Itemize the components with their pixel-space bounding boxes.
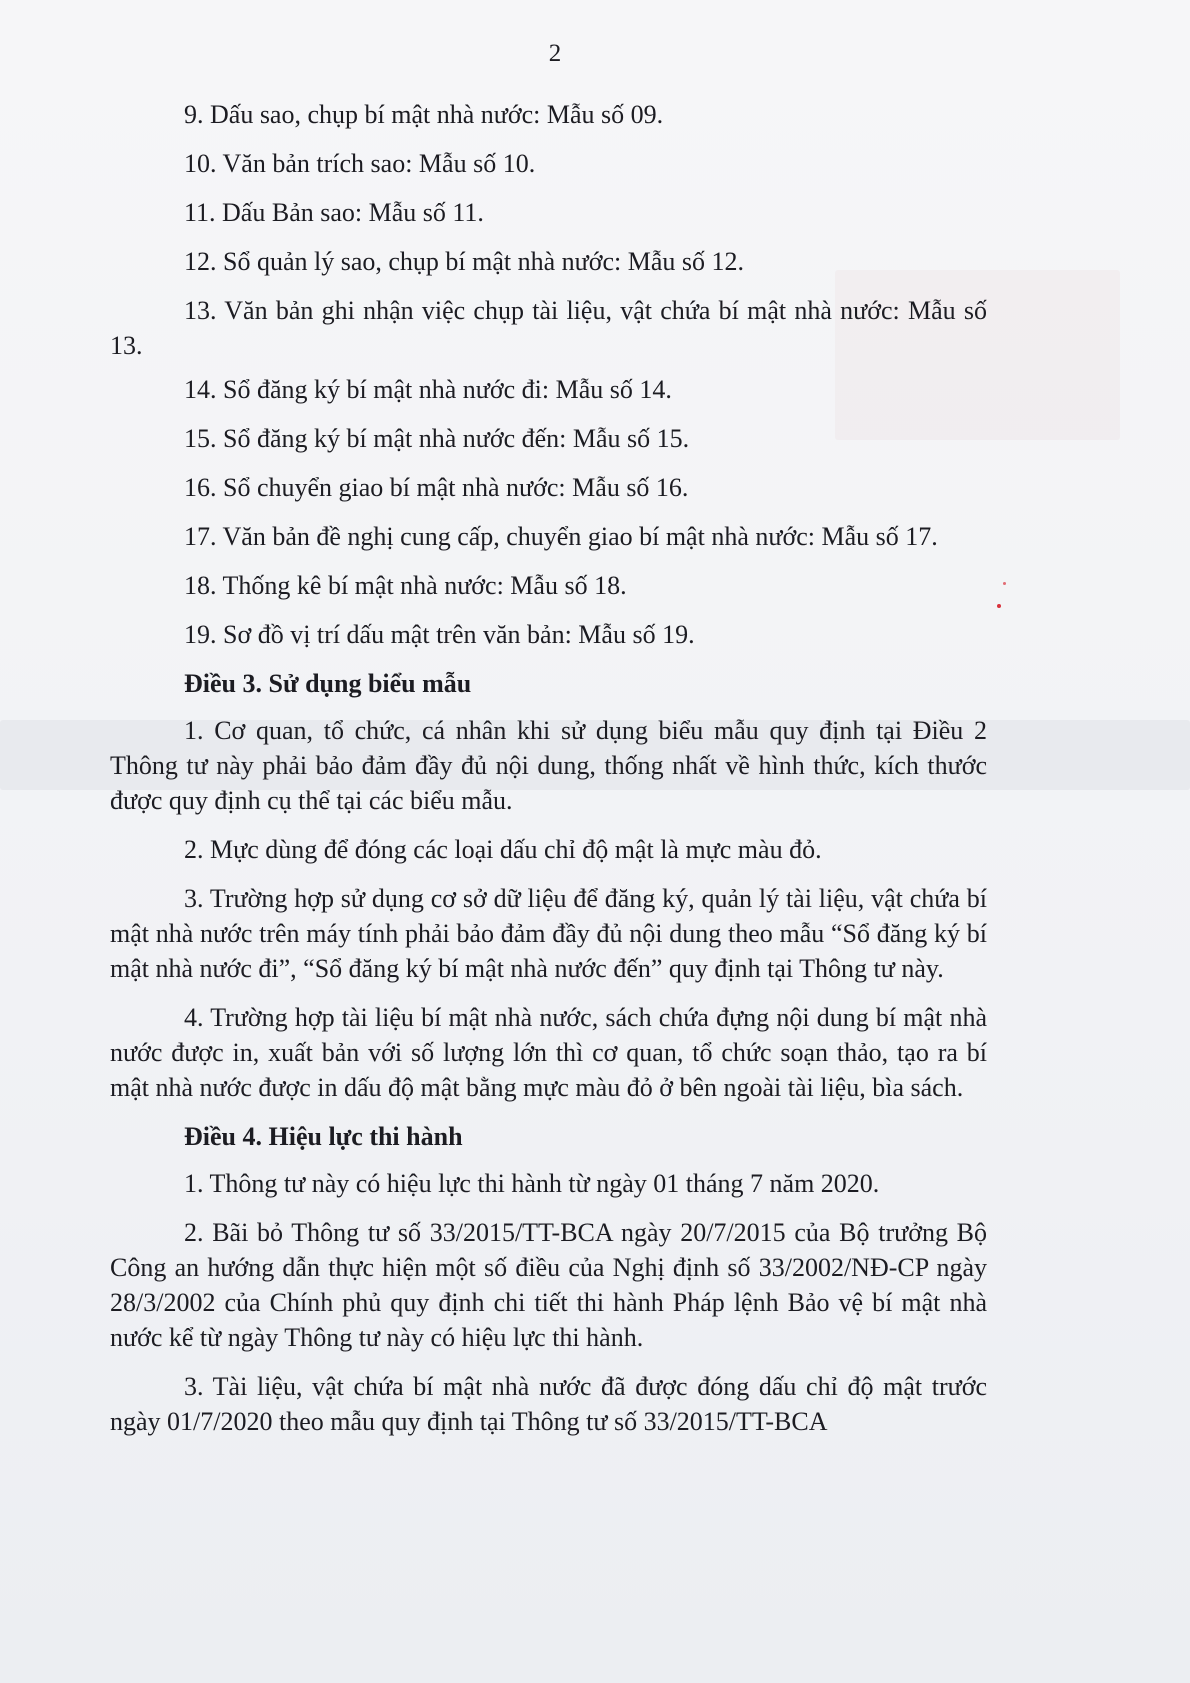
- article-3-paragraph: 3. Trường hợp sử dụng cơ sở dữ liệu để đăng ký, quản lý tài liệu, vật chứa bí mật nhà nước trên máy tính phải bảo đảm đầy đủ nội dung theo mẫu “Sổ đăng ký bí mật nhà nước đi”, “Sổ đăng ký bí mật nhà nước đến” quy định tại Thông tư này.: [110, 884, 987, 983]
- article-4-heading: Điều 4. Hiệu lực thi hành: [184, 1122, 463, 1151]
- list-item: 17. Văn bản đề nghị cung cấp, chuyển giao bí mật nhà nước: Mẫu số 17.: [184, 522, 938, 551]
- list-item: 16. Sổ chuyển giao bí mật nhà nước: Mẫu số 16.: [184, 473, 689, 502]
- article-3-paragraph: 1. Cơ quan, tổ chức, cá nhân khi sử dụng biểu mẫu quy định tại Điều 2 Thông tư này phải bảo đảm đầy đủ nội dung, thống nhất về hình thức, kích thước được quy định cụ thể tại các biểu mẫu.: [110, 716, 987, 815]
- list-item: 11. Dấu Bản sao: Mẫu số 11.: [184, 198, 484, 227]
- list-item: 12. Sổ quản lý sao, chụp bí mật nhà nước: Mẫu số 12.: [184, 247, 745, 276]
- list-item: 15. Sổ đăng ký bí mật nhà nước đến: Mẫu số 15.: [184, 424, 690, 453]
- article-3-paragraph: 4. Trường hợp tài liệu bí mật nhà nước, sách chứa đựng nội dung bí mật nhà nước được in, xuất bản với số lượng lớn thì cơ quan, tổ chức soạn thảo, tạo ra bí mật nhà nước được in dấu độ mật bằng mực màu đỏ ở bên ngoài tài liệu, bìa sách.: [110, 1003, 987, 1102]
- red-ink-dot: [997, 604, 1001, 608]
- list-item: 10. Văn bản trích sao: Mẫu số 10.: [184, 149, 536, 178]
- red-ink-dot: [1003, 582, 1006, 585]
- list-item: 13. Văn bản ghi nhận việc chụp tài liệu, vật chứa bí mật nhà nước: Mẫu số 13.: [110, 296, 987, 360]
- article-3-heading: Điều 3. Sử dụng biểu mẫu: [184, 669, 472, 698]
- list-item: 14. Sổ đăng ký bí mật nhà nước đi: Mẫu số 14.: [184, 375, 672, 404]
- list-item: 18. Thống kê bí mật nhà nước: Mẫu số 18.: [184, 571, 627, 600]
- article-4-paragraph: 3. Tài liệu, vật chứa bí mật nhà nước đã được đóng dấu chỉ độ mật trước ngày 01/7/2020 theo mẫu quy định tại Thông tư số 33/2015/TT-BCA: [110, 1372, 987, 1436]
- article-4-paragraph: 1. Thông tư này có hiệu lực thi hành từ ngày 01 tháng 7 năm 2020.: [184, 1169, 880, 1198]
- list-item: 19. Sơ đồ vị trí dấu mật trên văn bản: Mẫu số 19.: [184, 620, 695, 649]
- list-item: 9. Dấu sao, chụp bí mật nhà nước: Mẫu số 09.: [184, 100, 664, 129]
- page-number: 2: [548, 40, 562, 67]
- document-body: [110, 97, 987, 1453]
- article-3-paragraph: 2. Mực dùng để đóng các loại dấu chỉ độ mật là mực màu đỏ.: [184, 835, 822, 864]
- article-4-paragraph: 2. Bãi bỏ Thông tư số 33/2015/TT-BCA ngày 20/7/2015 của Bộ trưởng Bộ Công an hướng dẫn thực hiện một số điều của Nghị định số 33/2002/NĐ-CP ngày 28/3/2002 của Chính phủ quy định chi tiết thi hành Pháp lệnh Bảo vệ bí mật nhà nước kể từ ngày Thông tư này có hiệu lực thi hành.: [110, 1218, 987, 1352]
